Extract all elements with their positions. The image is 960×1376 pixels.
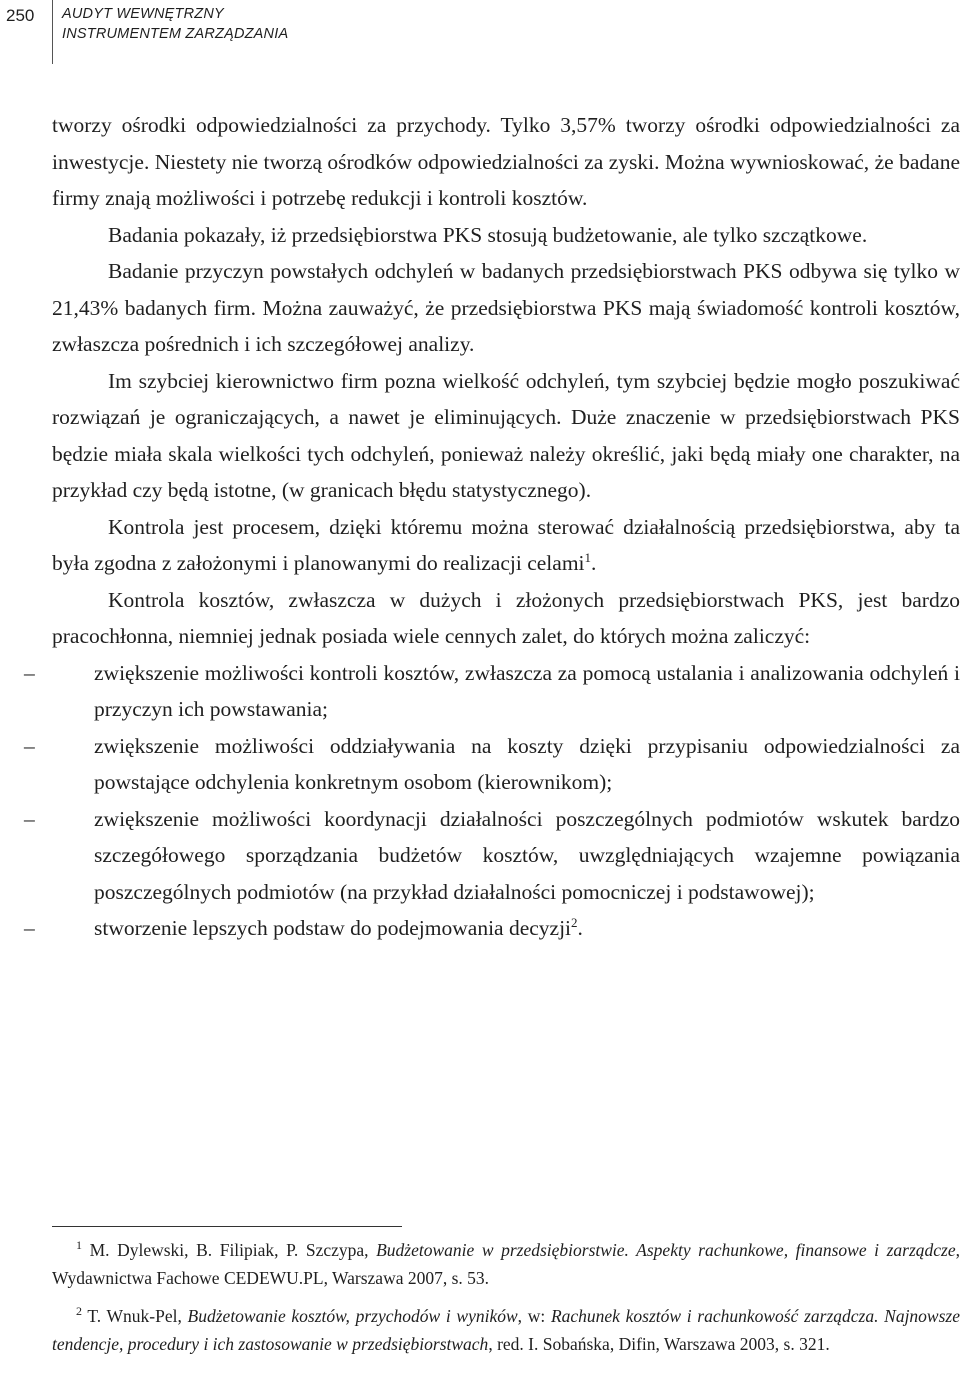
- list-item: [24, 910, 960, 947]
- footnote-publisher: , red. I. Sobańska, Difin, Warszawa 2003, s. 321.: [488, 1334, 830, 1354]
- footnote-connector: , w:: [517, 1306, 551, 1326]
- paragraph: Kontrola jest procesem, dzięki któremu można sterować działalnością przedsiębiorstwa, aby ta była zgodna z założonymi i planowanymi do realizacji celami$^1$.: [52, 514, 960, 575]
- paragraph: Im szybciej kierownictwo firm pozna wielkość odchyleń, tym szybciej będzie mogło poszukiwać rozwiązań je ograniczających, a nawet je eliminujących. Duże znaczenie w przedsiębiorstwach PKS będzie miała skala wielkości tych odchyleń, ponieważ należy określić, jaki będą miały one charakter, na przykład czy będą istotne, (w granicach błędu statystycznego).: [52, 368, 960, 502]
- page-number: 250: [6, 6, 35, 25]
- list-item-end: .: [577, 916, 583, 940]
- dash-bullet: –: [24, 806, 35, 831]
- paragraph: Badania pokazały, iż przedsiębiorstwa PKS stosują budżetowanie, ale tylko szczątkowe.: [108, 222, 868, 247]
- list-item-text: stworzenie lepszych podstaw do podejmowania decyzji: [94, 916, 572, 940]
- dash-bullet: –: [24, 660, 35, 685]
- dash-bullet: –: [24, 916, 35, 940]
- footnote-book-title: Rachunek kosztów i rachunkowość zarządcza. Najnowsze tendencje, procedury i ich zastosowanie w przedsiębiorstwach: [52, 1306, 960, 1354]
- list-item-text: zwiększenie możliwości kontroli kosztów, zwłaszcza za pomocą ustalania i analizowania odchyleń i przyczyn ich powstawania;: [94, 660, 960, 721]
- footnotes: [52, 1236, 960, 1368]
- running-title-line-2: INSTRUMENTEM ZARZĄDZANIA: [62, 26, 289, 42]
- paragraph: Badanie przyczyn powstałych odchyleń w badanych przedsiębiorstwach PKS odbywa się tylko w 21,43% badanych firm. Można zauważyć, że przedsiębiorstwa PKS mają świadomość kontroli kosztów, zwłaszcza pośrednich i ich szczegółowej analizy.: [52, 259, 960, 356]
- footnote-separator: [52, 1226, 402, 1227]
- paragraph: Kontrola kosztów, zwłaszcza w dużych i złożonych przedsiębiorstwach PKS, jest bardzo pracochłonna, niemniej jednak posiada wiele cennych zalet, do których można zaliczyć:: [52, 587, 960, 648]
- footnote-1: [52, 1236, 960, 1292]
- list-item: [24, 655, 960, 728]
- footnote-number: 2: [76, 1304, 82, 1319]
- footnote-2: [52, 1302, 960, 1358]
- running-title-line-1: AUDYT WEWNĘTRZNY: [62, 6, 224, 22]
- dash-bullet: –: [24, 733, 35, 758]
- header-divider: [52, 0, 53, 64]
- footnote-authors: T. Wnuk-Pel,: [87, 1306, 188, 1326]
- footnote-authors: M. Dylewski, B. Filipiak, P. Szczypa,: [89, 1240, 377, 1260]
- list-item: [24, 801, 960, 911]
- footnote-title: Budżetowanie kosztów, przychodów i wyników: [187, 1306, 518, 1326]
- running-title: [62, 4, 288, 44]
- benefits-list: [24, 655, 960, 947]
- body-text: [24, 107, 960, 947]
- paragraph-text: Kontrola jest procesem, dzięki któremu można sterować działalnością przedsiębiorstwa, aby ta była zgodna z założonymi i planowanymi do realizacji celami: [52, 514, 960, 575]
- footnote-ref[interactable]: 2: [571, 914, 578, 930]
- list-item-text: zwiększenie możliwości oddziaływania na koszty dzięki przypisaniu odpowiedzialności za powstające odchylenia konkretnym osobom (kierownikom);: [94, 733, 960, 794]
- page-header: [0, 0, 960, 64]
- list-item-text: zwiększenie możliwości koordynacji działalności poszczególnych podmiotów wskutek bardzo szczegółowego sporządzania budżetów kosztów, uwzględniających wzajemne powiązania poszczególnych podmiotów (na przykład działalności pomocniczej i podstawowej);: [94, 806, 960, 904]
- paragraph: tworzy ośrodki odpowiedzialności za przychody. Tylko 3,57% tworzy ośrodki odpowiedzialności za inwestycje. Niestety nie tworzą ośrodków odpowiedzialności za zyski. Można wywnioskować, że badane firmy znają możliwości i potrzebę redukcji i kontroli kosztów.: [52, 113, 960, 210]
- list-item: [24, 728, 960, 801]
- footnote-publisher: , Wydawnictwa Fachowe CEDEWU.PL, Warszawa 2007, s. 53.: [52, 1240, 960, 1288]
- footnote-title: Budżetowanie w przedsiębiorstwie. Aspekty rachunkowe, finansowe i zarządcze: [376, 1240, 956, 1260]
- footnote-number: 1: [76, 1238, 82, 1253]
- footnote-ref[interactable]: 1: [584, 549, 592, 565]
